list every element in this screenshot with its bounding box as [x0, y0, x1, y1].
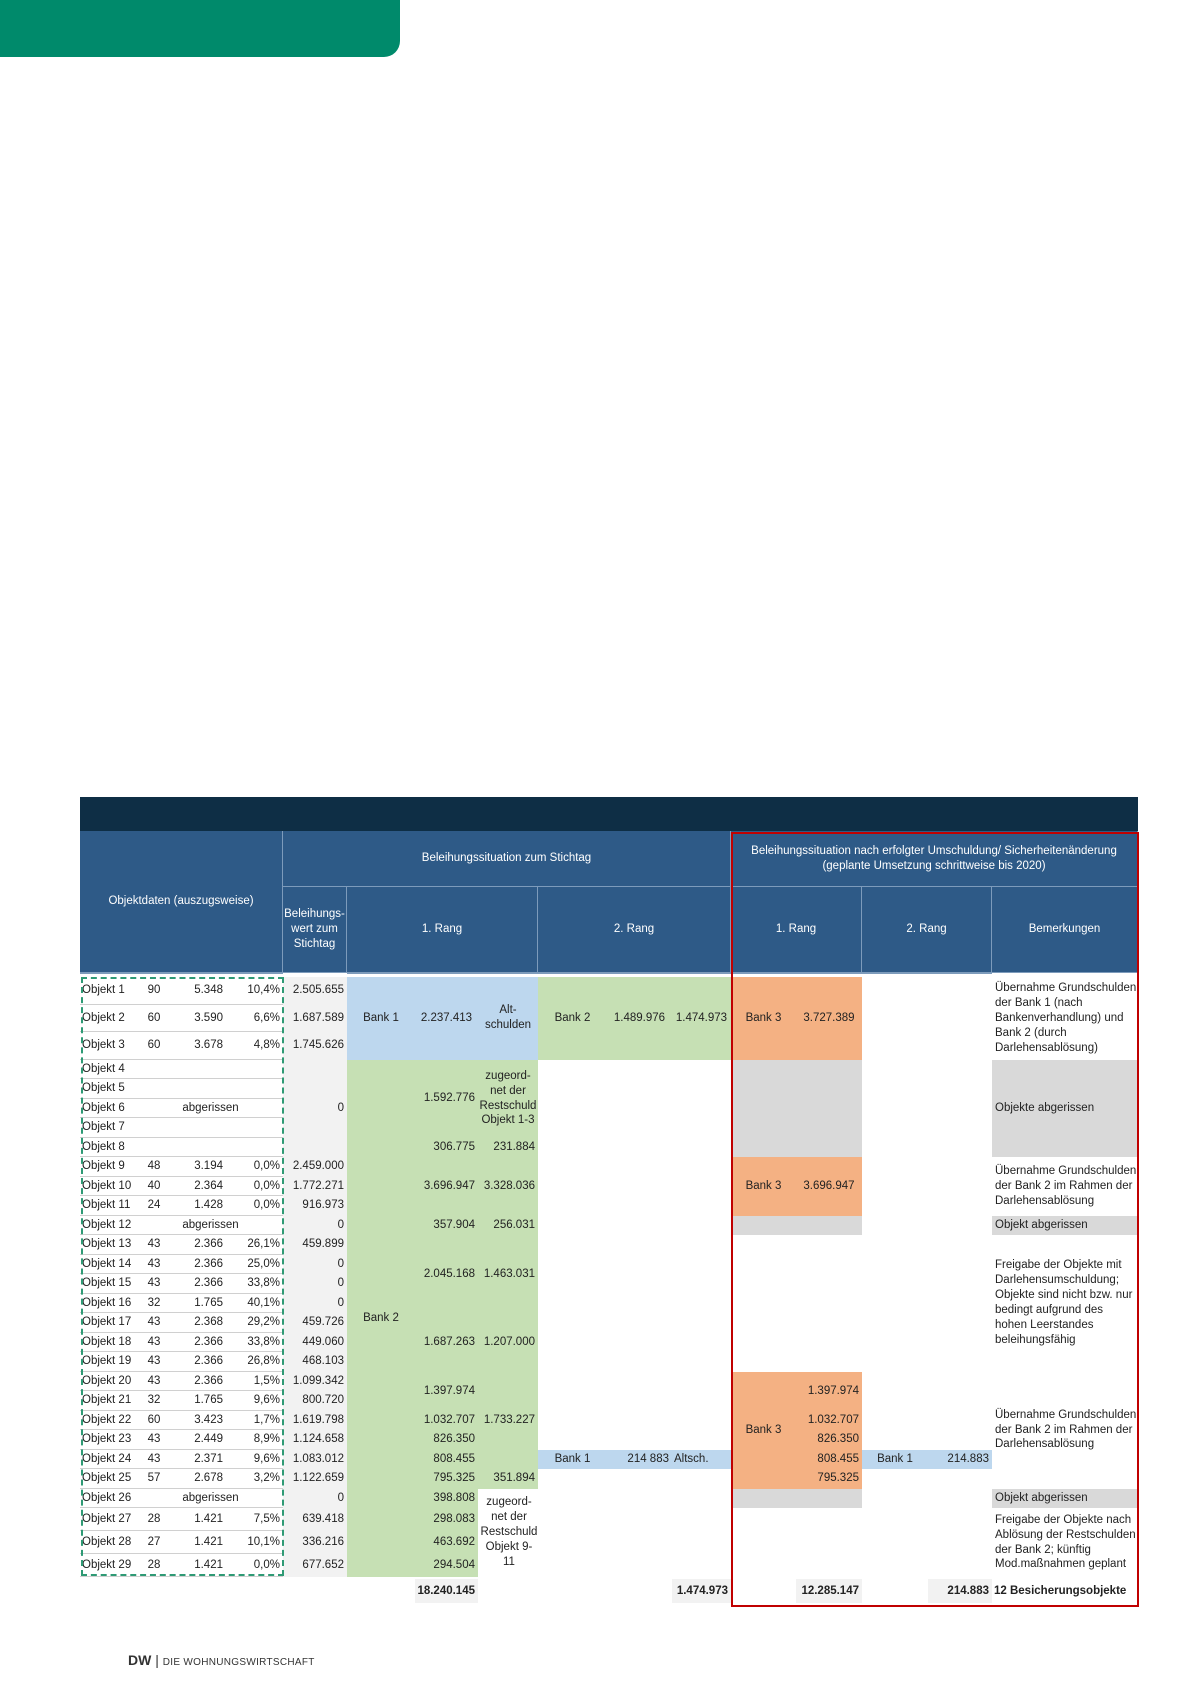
restschuld-r1-header: [478, 973, 538, 974]
wohnflaeche-value: 2.364: [194, 1179, 223, 1192]
leerstand-value: 33,8%: [247, 1277, 280, 1290]
objekt-name: Objekt 7: [82, 1121, 125, 1134]
objekt-name: Objekt 12: [82, 1218, 132, 1231]
rs-obj25: 351.894: [478, 1469, 538, 1489]
wohnflaeche-value: 1.421: [194, 1536, 223, 1549]
nachher-group-header: Beleihungssituation nach erfolgter Umschuldung/ Sicherheitenänderung (geplante Umsetzung schrittweise bis 2020): [731, 831, 1138, 887]
grundschulden-n2-header: [928, 973, 992, 974]
zugeordnet-obj1-3: zugeord-net der Restschuld Objekt 1-3: [478, 1060, 538, 1138]
objekt-name: Objekt 17: [82, 1316, 132, 1329]
objekt-name: Objekt 15: [82, 1277, 132, 1290]
bank1-obj24-gs: 214 883: [607, 1450, 672, 1470]
abgerissen-obj4-8: abgerissen: [182, 1101, 239, 1114]
beleihungswert-value: 0: [337, 1491, 344, 1504]
objekt-name: Objekt 22: [82, 1413, 132, 1426]
beleihungswert-value: 800.720: [302, 1394, 344, 1407]
glaeubiger-r2-header: [538, 973, 607, 974]
rem-obj27-29: Freigabe der Objekte nach Ablösung der Restschulden der Bank 2; künftig Mod.maßnahmen geplant: [995, 1513, 1136, 1571]
grundschulden-r1-header: [415, 973, 478, 974]
wohnflaeche-value: 2.366: [194, 1374, 223, 1387]
we-ge-value: 43: [147, 1452, 161, 1465]
we-ge-value: 40: [147, 1179, 161, 1192]
objekte-header: [80, 973, 138, 974]
wohnflaeche-header: [170, 973, 226, 974]
beleihungswert-value: 2.459.000: [292, 1160, 344, 1173]
grundschulden-n1-header: [796, 973, 862, 974]
total-restschuld-r2: 1.474.973: [672, 1579, 731, 1603]
objekt-name: Objekt 20: [82, 1374, 132, 1387]
rang2-nachher-header: 2. Rang: [862, 887, 992, 973]
we-ge-header: [138, 973, 170, 974]
objekt-name: Objekt 5: [82, 1082, 125, 1095]
bank1-grundschulden: 2.237.413: [415, 977, 478, 1060]
objekt-name: Objekt 9: [82, 1160, 125, 1173]
wohnflaeche-value: 1.765: [194, 1296, 223, 1309]
leerstand-value: 9,6%: [253, 1394, 280, 1407]
rs-obj8: 231.884: [478, 1138, 538, 1158]
gs-obj9-11: 3.696.947: [415, 1157, 478, 1216]
objekt-name: Objekt 4: [82, 1062, 125, 1075]
beleihungswert-value: 1.099.342: [292, 1374, 344, 1387]
footer-brand: DW: [128, 1652, 152, 1668]
total-grundschulden-n1: 12.285.147: [796, 1579, 862, 1603]
beleihungswert-value: 639.418: [302, 1513, 344, 1526]
objekt-name: Objekt 29: [82, 1559, 132, 1572]
wohnflaeche-value: 2.366: [194, 1238, 223, 1251]
we-ge-value: 43: [147, 1277, 161, 1290]
bank3-gs-obj25: 795.325: [796, 1469, 862, 1489]
wohnflaeche-value: 2.371: [194, 1452, 223, 1465]
total-besicherungsobjekte: 12 Besicherungsobjekte: [994, 1584, 1127, 1597]
rem-obj9-11: Übernahme Grundschulden der Bank 2 im Rahmen der Darlehensablösung: [995, 1164, 1137, 1207]
bank1-n2-gs-obj24: 214.883: [928, 1450, 992, 1470]
bank3-obj9-11: Bank 3: [731, 1157, 796, 1216]
bank2-glaeubiger-r2: Bank 2: [538, 977, 607, 1060]
wohnflaeche-value: 1.421: [194, 1559, 223, 1572]
bank3-obj1-3: Bank 3: [731, 977, 796, 1060]
grundschulden-r2-header: [607, 973, 672, 974]
footer-separator: |: [155, 1652, 159, 1668]
gs-obj28: 463.692: [415, 1531, 478, 1554]
leerstand-value: 10,4%: [247, 984, 280, 997]
we-ge-value: 90: [147, 984, 161, 997]
leerstand-value: 33,8%: [247, 1335, 280, 1348]
beleihungswert-value: 0: [337, 1218, 344, 1231]
bank3-gs-obj1-3: 3.727.389: [796, 977, 862, 1060]
rem-obj4-8: Objekte abgerissen: [992, 1060, 1138, 1158]
gray-obj12: [731, 1216, 862, 1236]
objekt-name: Objekt 24: [82, 1452, 132, 1465]
restschuld-r2-header: [672, 973, 731, 974]
wohnflaeche-value: 2.366: [194, 1257, 223, 1270]
we-ge-value: 60: [147, 1011, 161, 1024]
bank1-obj24-altsch: Altsch.: [672, 1450, 731, 1470]
beleihungswert-value: 1.772.271: [292, 1179, 344, 1192]
rs-obj9-11: 3.328.036: [478, 1157, 538, 1216]
objekt-name: Objekt 6: [82, 1101, 125, 1114]
beleihungswert-value: 459.726: [302, 1316, 344, 1329]
leerstand-value: 1,5%: [253, 1374, 280, 1387]
wohnflaeche-value: 2.368: [194, 1316, 223, 1329]
objekt-name: Objekt 11: [82, 1199, 131, 1212]
rs-obj13-16: 1.463.031: [478, 1235, 538, 1313]
bank3-gs-obj9-11: 3.696.947: [796, 1157, 862, 1216]
beleihungswert-value: 0: [337, 1257, 344, 1270]
beleihungswert-value: 0: [337, 1296, 344, 1309]
leerstand-value: 7,5%: [253, 1513, 280, 1526]
beleihungswert-value: 449.060: [302, 1335, 344, 1348]
rang2-stichtag-header: 2. Rang: [538, 887, 731, 973]
beleihungswert-value: 677.652: [302, 1559, 344, 1572]
gs-obj27: 298.083: [415, 1508, 478, 1531]
objekt-name: Objekt 14: [82, 1257, 132, 1270]
leerstand-value: 26,1%: [247, 1238, 280, 1251]
gs-obj23: 826.350: [415, 1430, 478, 1450]
footer-publication: DIE WOHNUNGSWIRTSCHAFT: [162, 1657, 315, 1668]
abgerissen-obj26: abgerissen: [182, 1491, 239, 1504]
we-ge-value: 28: [147, 1513, 161, 1526]
gs-obj17-19: 1.687.263: [415, 1313, 478, 1372]
wohnflaeche-value: 5.348: [194, 984, 223, 997]
zugeordnet-obj9-11: zugeord-net der Restschuld Objekt 9-11: [480, 1496, 538, 1569]
beleihungswert-value: 1.124.658: [292, 1433, 344, 1446]
rang1-nachher-header: 1. Rang: [731, 887, 862, 973]
stichtag-group-header: Beleihungssituation zum Stichtag: [283, 831, 731, 887]
total-grundschulden-stichtag: 18.240.145: [415, 1579, 478, 1603]
wohnflaeche-value: 1.421: [194, 1513, 223, 1526]
wohnflaeche-value: 2.366: [194, 1277, 223, 1290]
rem-obj20-25: Übernahme Grundschulden der Bank 2 im Rahmen der Darlehensablösung: [995, 1408, 1137, 1451]
leerstand-value: 8,9%: [253, 1433, 280, 1446]
rs-obj12: 256.031: [478, 1216, 538, 1236]
rang1-stichtag-header: 1. Rang: [347, 887, 538, 973]
we-ge-value: 60: [147, 1039, 161, 1052]
gs-obj12: 357.904: [415, 1216, 478, 1236]
bank1-n2-obj24: Bank 1: [862, 1450, 928, 1470]
we-ge-value: 43: [147, 1355, 161, 1368]
bank3-gs-obj23: 826.350: [796, 1430, 862, 1450]
beleihungswert-obj4-8: 0: [337, 1101, 344, 1114]
leerstand-header: [226, 973, 283, 974]
abgerissen-obj12: abgerissen: [182, 1218, 239, 1231]
bank3-obj20-25: Bank 3: [731, 1372, 796, 1489]
we-ge-value: 60: [147, 1413, 161, 1426]
beleihungswert-value: 916.973: [302, 1199, 344, 1212]
leerstand-value: 9,6%: [253, 1452, 280, 1465]
total-grundschulden-n2: 214.883: [928, 1579, 992, 1603]
wohnflaeche-value: 1.428: [194, 1199, 223, 1212]
beleihungswert-value: 1.122.659: [292, 1472, 344, 1485]
beleihungswert-value: 1.745.626: [292, 1039, 344, 1052]
gs-obj4-7: 1.592.776: [415, 1060, 478, 1138]
footer: [128, 1652, 315, 1668]
rem-obj12: Objekt abgerissen: [992, 1216, 1138, 1236]
beleihungswert-value: 468.103: [302, 1355, 344, 1368]
beleihungswert-value: 1.619.798: [292, 1413, 344, 1426]
gs-obj26: 398.808: [415, 1489, 478, 1509]
objekt-name: Objekt 28: [82, 1536, 132, 1549]
objekt-name: Objekt 3: [82, 1039, 125, 1052]
we-ge-value: 43: [147, 1316, 161, 1329]
gs-obj25: 795.325: [415, 1469, 478, 1489]
beleihungswert-header: Beleihungs-wert zum Stichtag: [283, 887, 347, 973]
objekt-name: Objekt 23: [82, 1433, 132, 1446]
we-ge-value: 43: [147, 1238, 161, 1251]
leerstand-value: 25,0%: [247, 1257, 280, 1270]
objekt-name: Objekt 21: [82, 1394, 132, 1407]
wohnflaeche-value: 3.678: [194, 1039, 223, 1052]
we-ge-value: 43: [147, 1374, 161, 1387]
gs-obj20-21: 1.397.974: [415, 1372, 478, 1411]
objekt-name: Objekt 18: [82, 1335, 132, 1348]
gs-obj8: 306.775: [415, 1138, 478, 1158]
leerstand-value: 0,0%: [253, 1160, 280, 1173]
gray-obj26: [731, 1489, 862, 1509]
wohnflaeche-value: 1.765: [194, 1394, 223, 1407]
rs-obj17-19: 1.207.000: [478, 1313, 538, 1372]
wohnflaeche-value: 2.678: [194, 1472, 223, 1485]
beleihungswert-value: 0: [337, 1277, 344, 1290]
leerstand-value: 1,7%: [253, 1413, 280, 1426]
rs-obj20-24: 1.733.227: [478, 1372, 538, 1470]
objektdaten-group-header: Objektdaten (auszugsweise): [80, 831, 283, 973]
wohnflaeche-value: 3.194: [194, 1160, 223, 1173]
objekt-name: Objekt 16: [82, 1296, 132, 1309]
glaeubiger-n1-header: [731, 973, 796, 974]
objekt-name: Objekt 13: [82, 1238, 132, 1251]
objekt-name: Objekt 1: [82, 984, 125, 997]
rem-obj1-3: Übernahme Grundschulden der Bank 1 (nach Bankenverhandlung) und Bank 2 (durch Darlehensablösung): [995, 981, 1137, 1054]
wohnflaeche-value: 3.590: [194, 1011, 223, 1024]
bemerkungen-header: Bemerkungen: [992, 887, 1138, 973]
objekt-name: Objekt 2: [82, 1011, 125, 1024]
we-ge-value: 57: [147, 1472, 161, 1485]
gs-obj22: 1.032.707: [415, 1411, 478, 1431]
we-ge-value: 32: [147, 1394, 161, 1407]
rem-obj13-19: Freigabe der Objekte mit Darlehensumschuldung; Objekte sind nicht bzw. nur bedingt aufgrund des hohen Leerstandes beleihungsfähig: [995, 1259, 1133, 1347]
leerstand-value: 10,1%: [247, 1536, 280, 1549]
wohnflaeche-value: 3.423: [194, 1413, 223, 1426]
leerstand-value: 29,2%: [247, 1316, 280, 1329]
we-ge-value: 27: [147, 1536, 161, 1549]
bank2-glaeubiger: Bank 2: [347, 1060, 415, 1578]
objekt-name: Objekt 19: [82, 1355, 132, 1368]
beleihungswert-value: 1.687.589: [292, 1011, 344, 1024]
beleihungswert-value: 336.216: [302, 1536, 344, 1549]
objekt-name: Objekt 10: [82, 1179, 132, 1192]
altschulden: Alt-schulden: [478, 977, 538, 1060]
bank2-grundschulden-r2: 1.489.976: [607, 977, 672, 1060]
leerstand-value: 26,8%: [247, 1355, 280, 1368]
leerstand-value: 6,6%: [253, 1011, 280, 1024]
gs-obj24: 808.455: [415, 1450, 478, 1470]
objekt-name: Objekt 26: [82, 1491, 132, 1504]
leerstand-value: 40,1%: [247, 1296, 280, 1309]
leerstand-value: 0,0%: [253, 1559, 280, 1572]
wohnflaeche-value: 2.449: [194, 1433, 223, 1446]
objekt-name: Objekt 27: [82, 1513, 132, 1526]
wohnflaeche-value: 2.366: [194, 1355, 223, 1368]
we-ge-value: 24: [147, 1199, 161, 1212]
leerstand-value: 4,8%: [253, 1039, 280, 1052]
bank1-obj24-glaeubiger: Bank 1: [538, 1450, 607, 1470]
we-ge-value: 28: [147, 1559, 161, 1572]
we-ge-value: 43: [147, 1257, 161, 1270]
glaeubiger-n2-header: [862, 973, 928, 974]
bank2-restschuld-r2: 1.474.973: [672, 977, 731, 1060]
wohnflaeche-value: 2.366: [194, 1335, 223, 1348]
leerstand-value: 3,2%: [253, 1472, 280, 1485]
gs-obj29: 294.504: [415, 1554, 478, 1577]
gs-obj13-16: 2.045.168: [415, 1235, 478, 1313]
rem-obj26: Objekt abgerissen: [992, 1489, 1138, 1509]
gray-obj4-8: [731, 1060, 862, 1158]
beleihungswert-value: 2.505.655: [292, 984, 344, 997]
bank3-gs-obj24: 808.455: [796, 1450, 862, 1470]
we-ge-value: 48: [147, 1160, 161, 1173]
bank1-glaeubiger: Bank 1: [347, 977, 415, 1060]
beleihungswert-value: 459.899: [302, 1238, 344, 1251]
leerstand-value: 0,0%: [253, 1179, 280, 1192]
we-ge-value: 32: [147, 1296, 161, 1309]
leerstand-value: 0,0%: [253, 1199, 280, 1212]
objekt-name: Objekt 25: [82, 1472, 132, 1485]
bank3-gs-obj22: 1.032.707: [796, 1411, 862, 1431]
glaeubiger-r1-header: [347, 973, 415, 974]
objekt-name: Objekt 8: [82, 1140, 125, 1153]
we-ge-value: 43: [147, 1335, 161, 1348]
we-ge-value: 43: [147, 1433, 161, 1446]
bank3-gs-obj20-21: 1.397.974: [796, 1372, 862, 1411]
beleihungswert-value: 1.083.012: [292, 1452, 344, 1465]
